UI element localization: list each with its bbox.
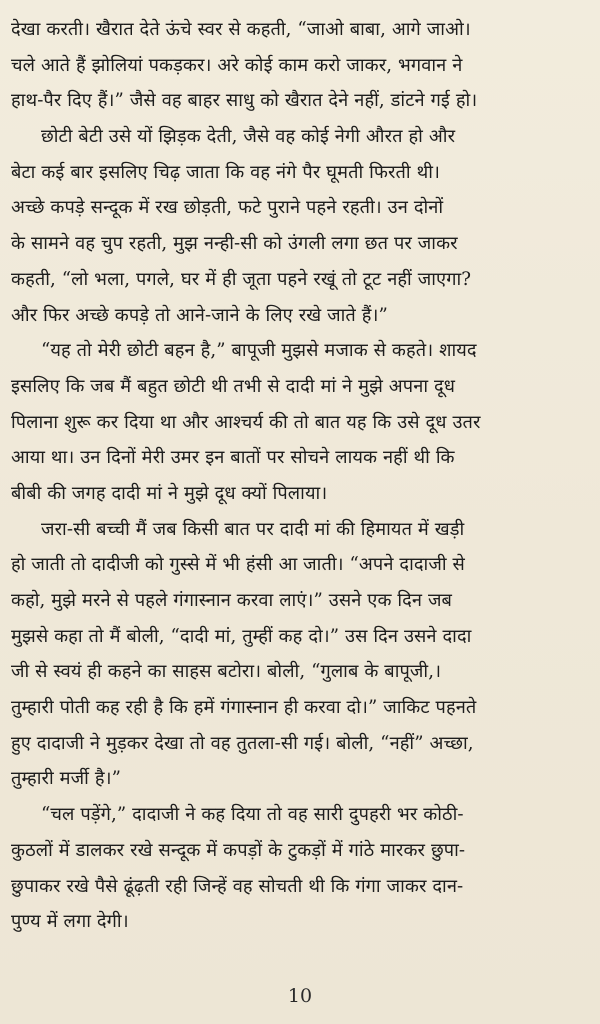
text-line: कहती, “लो भला, पगले, घर में ही जूता पहने रखूं तो टूट नहीं जाएगा?: [11, 268, 472, 290]
text-line: आया था। उन दिनों मेरी उमर इन बातों पर सोचने लायक नहीं थी कि: [11, 447, 455, 469]
text-line: जी से स्वयं ही कहने का साहस बटोरा। बोली, “गुलाब के बापूजी,।: [11, 661, 442, 683]
text-line: इसलिए कि जब मैं बहुत छोटी थी तभी से दादी मां ने मुझे अपना दूध: [11, 375, 456, 397]
text-line: चले आते हैं झोलियां पकड़कर। अरे कोई काम करो जाकर, भगवान ने: [11, 54, 463, 76]
text-line: अच्छे कपड़े सन्दूक में रख छोड़ती, फटे पुराने पहने रहती। उन दोनों: [11, 197, 444, 219]
text-line: कुठलों में डालकर रखे सन्दूक में कपड़ों के टुकड़ों में गांठे मारकर छुपा-: [11, 839, 466, 861]
text-line: देखा करती। खैरात देते ऊंचे स्वर से कहती, “जाओ बाबा, आगे जाओ।: [11, 19, 471, 40]
text-line: और फिर अच्छे कपड़े तो आने-जाने के लिए रखे जाते हैं।”: [11, 304, 388, 326]
page-number: 10: [287, 985, 313, 1007]
text-line: तुम्हारी पोती कह रही है कि हमें गंगास्नान ही करवा दो।” जाकिट पहनते: [11, 697, 477, 719]
text-line: के सामने वह चुप रहती, मुझ नन्ही-सी को उंगली लगा छत पर जाकर: [11, 233, 458, 255]
text-line: हो जाती तो दादीजी को गुस्से में भी हंसी आ जाती। “अपने दादाजी से: [11, 554, 465, 576]
text-line: पिलाना शुरू कर दिया था और आश्चर्य की तो बात यह कि उसे दूध उतर: [11, 411, 481, 433]
text-line: “यह तो मेरी छोटी बहन है,” बापूजी मुझसे मजाक से कहते। शायद: [41, 340, 477, 362]
text-line: पुण्य में लगा देगी।: [11, 911, 129, 933]
text-line: बेटा कई बार इसलिए चिढ़ जाता कि वह नंगे पैर घूमती फिरती थी।: [11, 161, 441, 183]
text-line: बीबी की जगह दादी मां ने मुझे दूध क्यों पिलाया।: [11, 482, 328, 504]
text-line: हाथ-पैर दिए हैं।” जैसे वह बाहर साधु को खैरात देने नहीं, डांटने गई हो।: [11, 90, 478, 112]
body-text: [11, 12, 591, 940]
text-line: “चल पड़ेंगे,” दादाजी ने कह दिया तो वह सारी दुपहरी भर कोठी-: [41, 804, 464, 826]
text-line: कहो, मुझे मरने से पहले गंगास्नान करवा लाएं।” उसने एक दिन जब: [11, 590, 453, 611]
text-line: मुझसे कहा तो मैं बोली, “दादी मां, तुम्हीं कह दो।” उस दिन उसने दादा: [11, 625, 472, 647]
text-line: छोटी बेटी उसे यों झिड़क देती, जैसे वह कोई नेगी औरत हो और: [41, 126, 456, 148]
text-line: हुए दादाजी ने मुड़कर देखा तो वह तुतला-सी गई। बोली, “नहीं” अच्छा,: [11, 732, 474, 754]
text-line: तुम्हारी मर्जी है।”: [11, 768, 121, 790]
text-line: छुपाकर रखे पैसे ढूंढ़ती रही जिन्हें वह सोचती थी कि गंगा जाकर दान-: [11, 875, 464, 897]
text-line: जरा-सी बच्ची मैं जब किसी बात पर दादी मां की हिमायत में खड़ी: [41, 518, 465, 540]
